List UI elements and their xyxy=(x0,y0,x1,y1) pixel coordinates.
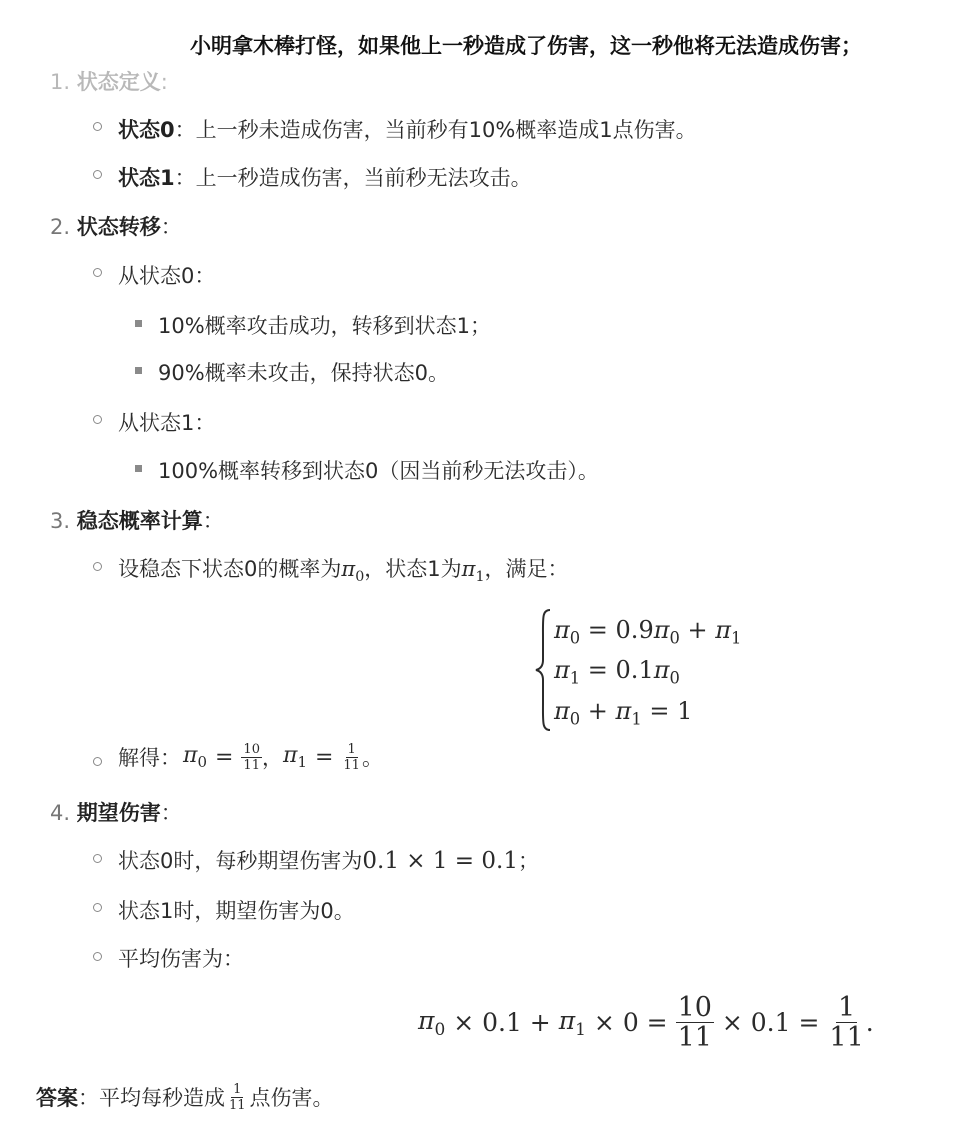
pi0-symbol: $\pi_0$ xyxy=(341,557,365,585)
fraction-1-11: $\frac{1}{11}$ xyxy=(343,741,360,773)
bullet-circle xyxy=(93,952,102,961)
setup-text-post: ，满足： xyxy=(484,557,569,581)
state0-damage-formula: 0.1 × 1 = 0.1 xyxy=(362,848,518,874)
section-1-title: 状态定义 xyxy=(76,70,161,94)
average-damage-equation: $\pi_0$ × 0.1 + $\pi_1$ × 0 = $\frac{10}{11}$ × 0.1 = $\frac{1}{11}$ . xyxy=(418,992,874,1053)
section-4-number: 4. xyxy=(50,801,71,825)
section-4-title: 期望伤害 xyxy=(76,801,161,825)
setup-text-mid: ，状态1为 xyxy=(364,557,462,581)
section-1-colon: : xyxy=(160,70,168,94)
bullet-square xyxy=(135,320,142,327)
state0-text: ：上一秒未造成伤害，当前秒有10%概率造成1点伤害。 xyxy=(174,118,697,142)
section-1-number: 1. xyxy=(50,70,71,94)
section-3-heading xyxy=(50,505,224,535)
section-4-heading xyxy=(50,797,182,827)
solution-separator: ， xyxy=(261,746,283,770)
state0-damage-text: 状态0时，每秒期望伤害为 xyxy=(118,849,363,873)
steady-state-setup xyxy=(118,553,569,585)
answer-label: 答案 xyxy=(36,1086,78,1110)
transition-1-to-0: 100%概率转移到状态0（因当前秒无法攻击）。 xyxy=(158,459,599,483)
bullet-circle xyxy=(93,122,102,131)
state1-label: 状态1 xyxy=(118,166,175,190)
section-4-colon: ： xyxy=(160,801,182,825)
transition-0-to-1: 10%概率攻击成功，转移到状态1； xyxy=(158,314,492,338)
transition-0-stay: 90%概率未攻击，保持状态0。 xyxy=(158,361,450,385)
bullet-circle xyxy=(93,757,102,766)
equation-line-3: $\pi_0 + \pi_1 = 1$ xyxy=(554,697,693,729)
state0-expected-damage xyxy=(118,845,539,875)
pi1-symbol: $\pi_1$ xyxy=(282,742,307,772)
solution-text-pre: 解得： xyxy=(118,746,181,770)
bullet-circle xyxy=(93,415,102,424)
section-3-number: 3. xyxy=(50,509,71,533)
answer-text-post: 点伤害。 xyxy=(249,1086,334,1110)
section-1-heading xyxy=(50,66,168,96)
bullet-square xyxy=(135,367,142,374)
state0-label: 状态0 xyxy=(118,118,175,142)
from-state0-label: 从状态0： xyxy=(118,264,216,288)
bullet-circle xyxy=(93,562,102,571)
pi0-symbol: $\pi_0$ xyxy=(183,742,207,772)
section-2-colon: ： xyxy=(160,215,182,239)
solution-text-post: 。 xyxy=(361,746,383,770)
fraction-10-11: $\frac{10}{11}$ xyxy=(243,741,260,773)
bullet-circle xyxy=(93,170,102,179)
equation-line-2: $\pi_1 = 0.1\pi_0$ xyxy=(554,656,680,688)
bullet-square xyxy=(135,465,142,472)
bullet-circle xyxy=(93,854,102,863)
state0-definition xyxy=(118,114,697,144)
section-3-colon: ： xyxy=(202,509,224,533)
equation-brace xyxy=(534,608,554,732)
bullet-circle xyxy=(93,268,102,277)
section-2-title: 状态转移 xyxy=(76,215,161,239)
section-3-title: 稳态概率计算 xyxy=(76,509,203,533)
question-text: 小明拿木棒打怪，如果他上一秒造成了伤害，这一秒他将无法造成伤害； xyxy=(190,34,862,58)
average-damage-label: 平均伤害为： xyxy=(118,947,244,971)
answer-fraction: $\frac{1}{11}$ xyxy=(229,1081,246,1113)
from-state1-label: 从状态1： xyxy=(118,411,216,435)
state1-text: ：上一秒造成伤害，当前秒无法攻击。 xyxy=(174,166,532,190)
state1-expected-damage: 状态1时，期望伤害为0。 xyxy=(118,899,355,923)
answer-line xyxy=(36,1082,334,1112)
setup-text-pre: 设稳态下状态0的概率为 xyxy=(118,557,342,581)
answer-text-pre: ：平均每秒造成 xyxy=(78,1086,225,1110)
section-2-number: 2. xyxy=(50,215,71,239)
pi1-symbol: $\pi_1$ xyxy=(461,557,485,585)
equation-line-1: $\pi_0 = 0.9\pi_0 + \pi_1$ xyxy=(554,616,742,648)
state1-definition xyxy=(118,162,532,192)
fraction-1-11-large: $\frac{1}{11}$ xyxy=(829,992,864,1053)
state0-damage-end: ； xyxy=(517,849,539,873)
fraction-10-11-large: $\frac{10}{11}$ xyxy=(677,992,712,1053)
bullet-circle xyxy=(93,903,102,912)
steady-state-solution: 解得： $\pi_0$ = $\frac{10}{11}$ ， $\pi_1$ = $\frac{1}{11}$ 。 xyxy=(118,741,383,773)
section-2-heading xyxy=(50,211,182,241)
